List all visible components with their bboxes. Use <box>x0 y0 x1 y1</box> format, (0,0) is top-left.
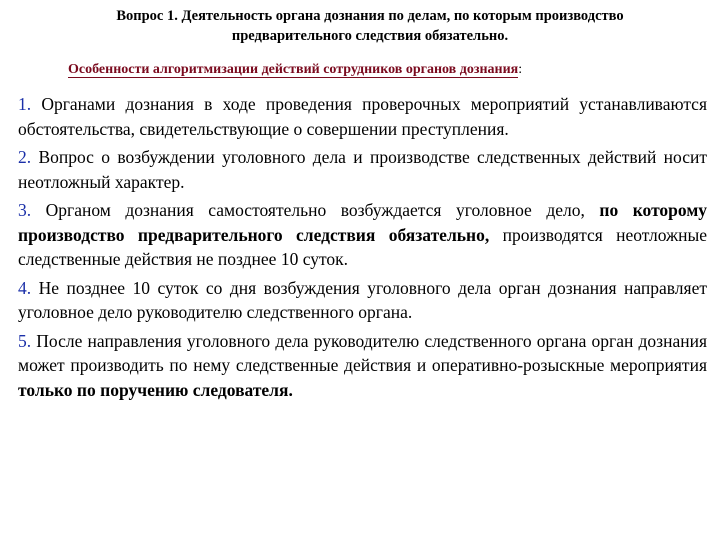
title-line-2: предварительного следствия обязательно. <box>231 28 509 44</box>
item-text: Органами дознания в ходе проведения проверочных мероприятий устанавливаются обстоятельства, свидетельствующие о совершении преступления. <box>18 94 708 139</box>
item-text-bold: только по поручению следователя. <box>18 379 293 400</box>
subtitle-text: Особенности алгоритмизации действий сотрудников органов дознания <box>68 62 519 77</box>
item-number: 4. <box>18 277 32 298</box>
list-item <box>18 276 707 325</box>
item-number: 2. <box>18 147 32 167</box>
page-title <box>40 6 700 46</box>
list-item <box>18 329 707 403</box>
numbered-list <box>18 92 707 406</box>
item-number: 1. <box>18 94 32 114</box>
subtitle-colon: : <box>518 62 523 77</box>
list-item <box>18 198 707 272</box>
item-text-bold: по которому производство предварительного следствия обязательно, <box>18 200 707 245</box>
list-item <box>18 145 707 194</box>
section-subtitle <box>68 61 708 79</box>
item-text: После направления уголовного дела руководителю следственного органа орган дознания может производить по нему следственные действия и оперативно-розыскные мероприятия <box>18 330 708 375</box>
item-text: Вопрос о возбуждении уголовного дела и производстве следственных действий носит неотложный характер. <box>18 147 708 192</box>
item-text: Органом дознания самостоятельно возбуждается уголовное дело, <box>45 200 585 220</box>
list-item <box>18 92 707 141</box>
item-number: 3. <box>18 200 32 220</box>
item-number: 5. <box>18 330 32 351</box>
item-text-tail: производятся неотложные следственные действия не позднее 10 суток. <box>18 224 708 269</box>
title-line-1: Вопрос 1. Деятельность органа дознания по делам, по которым производство <box>116 8 624 24</box>
item-text: Не позднее 10 суток со дня возбуждения уголовного дела орган дознания направляет уголовное дело руководителю следственного органа. <box>18 277 708 322</box>
